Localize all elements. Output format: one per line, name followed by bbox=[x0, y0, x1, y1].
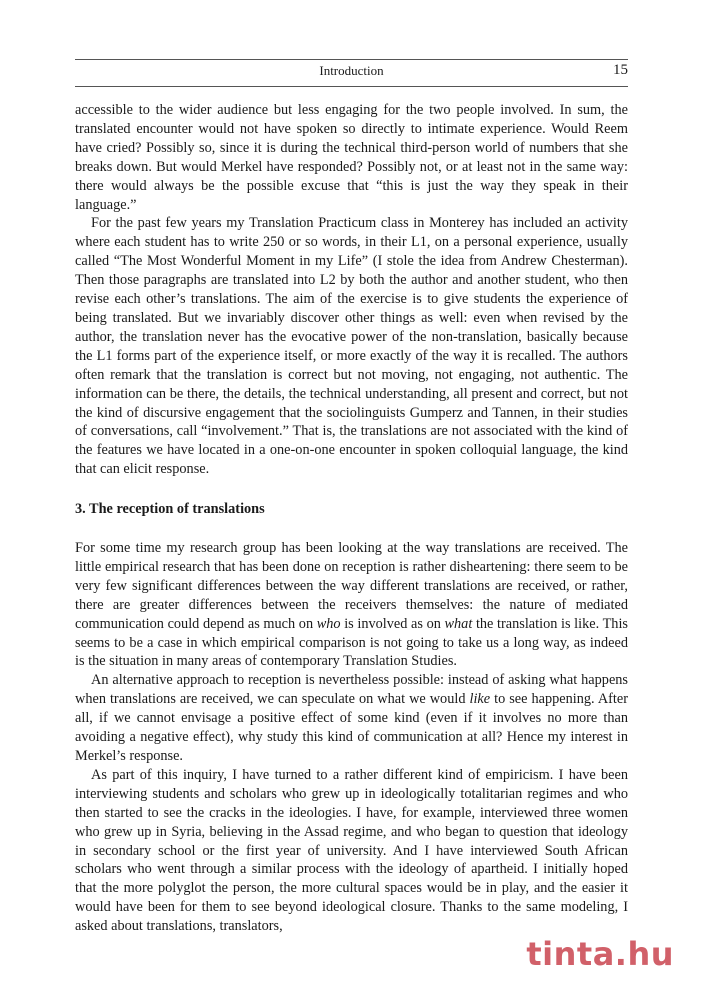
paragraph-1: accessible to the wider audience but less engaging for the two people involved. In sum, the translated encounter would not have spoken so directly to intimate experience. Would Reem have cried? Possibly so, since it is during the technical third-person world of numbers that she breaks down. But would Merkel have responded? Possibly not, or at least not in the same way: there would always be the possible excuse that “this is just the way they speak in their language.” bbox=[75, 102, 628, 213]
paragraph-3-text-c: the translation is like. This seems to be a case in which empirical comparison is not going to take us a long way, as indeed is the situation in many areas of contemporary Translation Studies. bbox=[75, 615, 628, 670]
page-number: 15 bbox=[613, 62, 628, 78]
paragraph-4 bbox=[75, 671, 628, 766]
paragraph-4-text-b: to see happening. After all, if we cannot envisage a positive effect of some kind (even if it involves no more than avoiding a negative effect), why study this kind of communication at all? Hence my interest in Merkel’s response. bbox=[75, 691, 628, 764]
paragraph-4-text-a: An alternative approach to reception is nevertheless possible: instead of asking what happens when translations are received, we can speculate on what we would bbox=[75, 672, 628, 708]
body-text bbox=[75, 101, 628, 936]
emphasis-what: what bbox=[444, 615, 473, 632]
running-header bbox=[75, 59, 628, 87]
paragraph-3-text-b: is involved as on bbox=[340, 615, 445, 632]
running-title: Introduction bbox=[319, 63, 384, 78]
emphasis-who: who bbox=[316, 615, 341, 632]
paragraph-2: For the past few years my Translation Practicum class in Monterey has included an activity where each student has to write 250 or so words, in their L1, on a personal experience, usually called “The Most Wonderful Moment in my Life” (I stole the idea from Andrew Chesterman). Then those paragraphs are translated into L2 by both the author and another student, who then revise each other’s translations. The aim of the exercise is to give students the experience of being translated. But we invariably discover other things as well: even when revised by the author, the translation never has the evocative power of the non-translation, basically because the L1 forms part of the experience itself, or more exactly of the way it is recalled. The authors often remark that the translation is correct but not moving, not engaging, not authentic. The information can be there, the details, the technical understanding, all present and correct, but not the kind of discursive engagement that the sociolinguists Gumperz and Tannen, in their studies of conversations, call “involvement.” That is, the translations are not associated with the kind of the features we have located in a one-on-one encounter in spoken colloquial language, the kind that can elicit response. bbox=[75, 215, 628, 478]
section-heading: 3. The reception of translations bbox=[75, 501, 265, 518]
paragraph-5: As part of this inquiry, I have turned to a rather different kind of empiricism. I have been interviewing students and scholars who grew up in ideologically totalitarian regimes and who then started to see the cracks in the ideologies. I have, for example, interviewed three women who grew up in Syria, believing in the Assad regime, and who began to question that ideology in secondary school or the first year of university. And I have interviewed South African scholars who went through a similar process with the ideology of apartheid. I initially hoped that the more polyglot the person, the more cultural spaces would be in play, and the easier it would have been for them to see beyond ideological closure. Thanks to the same modeling, I asked about translations, translators, bbox=[75, 766, 628, 935]
watermark-logo: tinta.hu bbox=[526, 935, 674, 973]
paragraph-3 bbox=[75, 539, 628, 671]
emphasis-like: like bbox=[469, 691, 491, 708]
paragraph-3-text-a: For some time my research group has been looking at the way translations are received. The little empirical research that has been done on reception is rather disheartening: there seem to be very few significant differences between the way different translations are received, or rather, there are greater differences between the receivers themselves: the nature of mediated communication could depend as much on bbox=[75, 540, 628, 632]
